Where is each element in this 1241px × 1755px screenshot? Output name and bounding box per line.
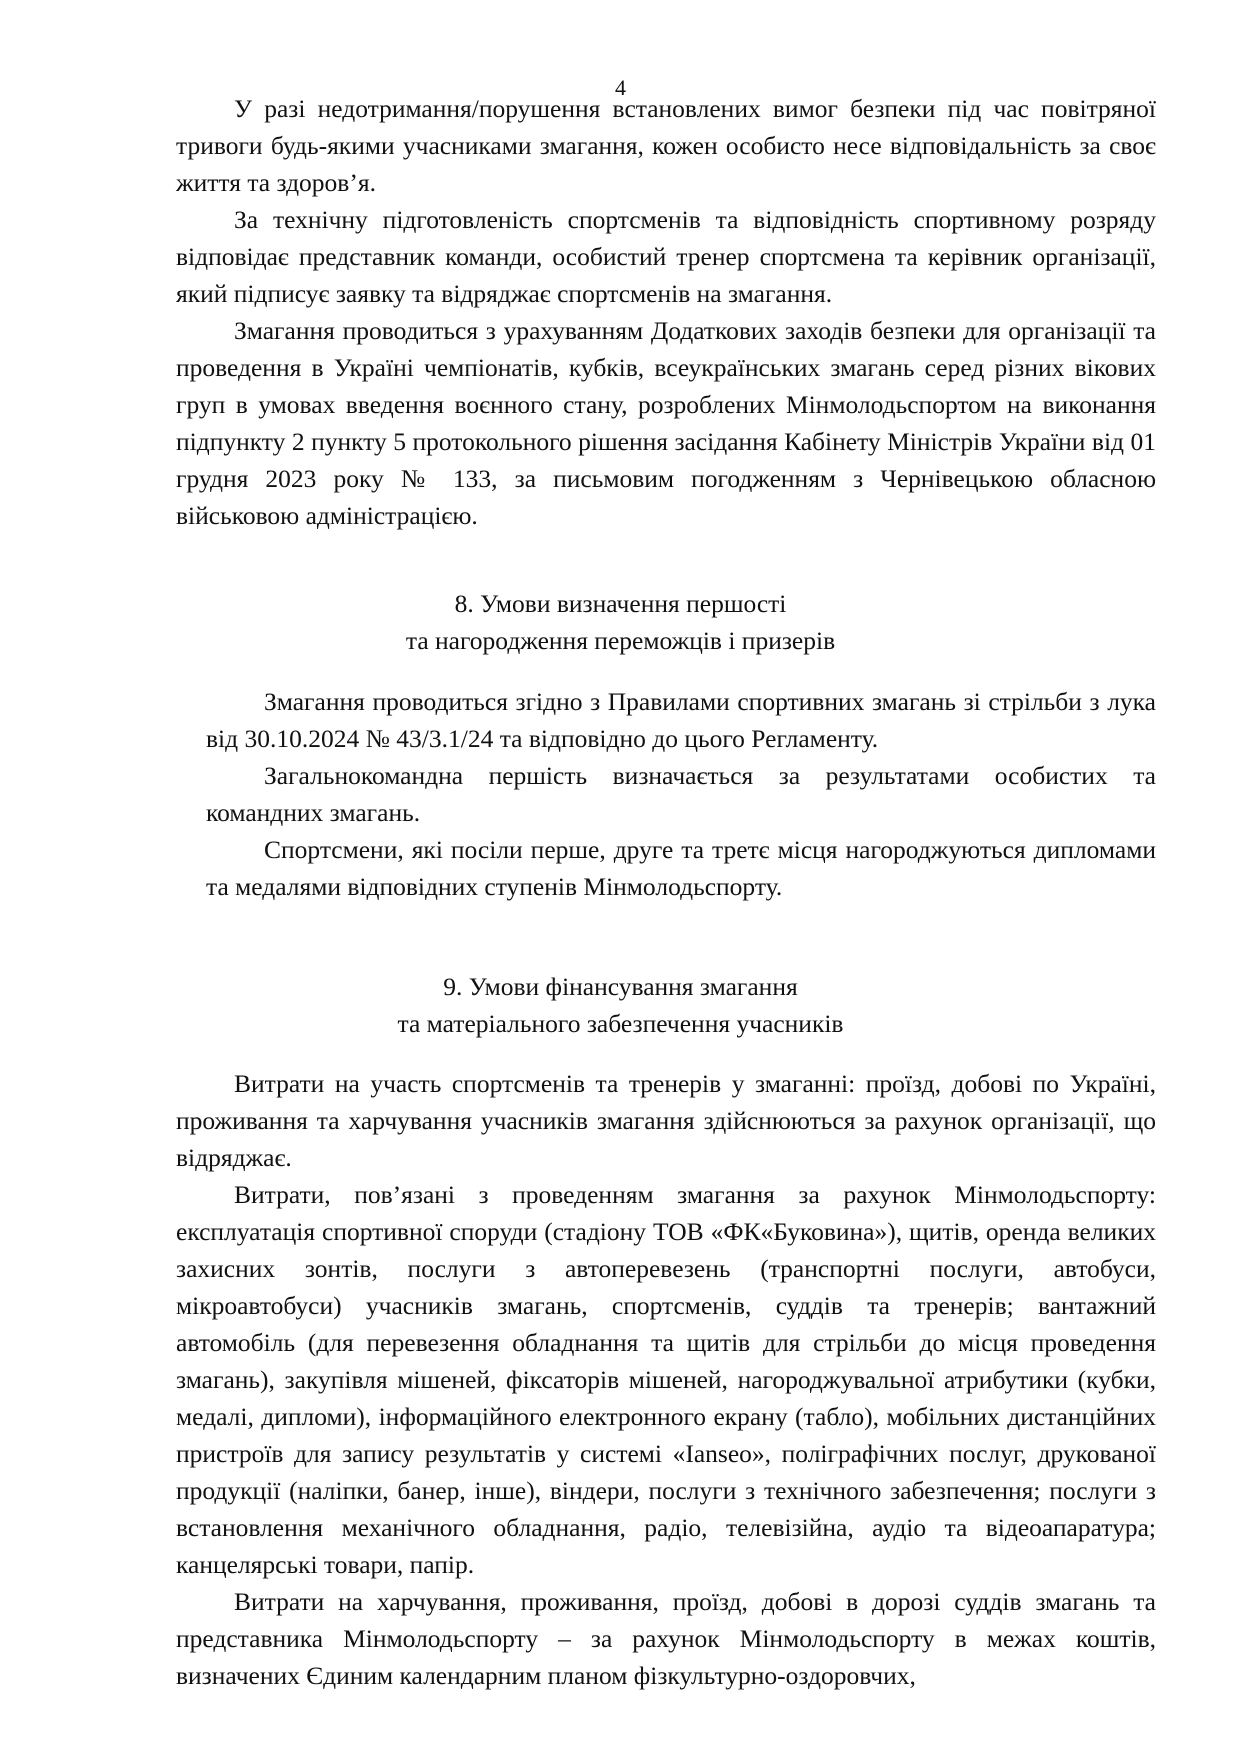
section-9-heading	[0, 968, 1241, 1042]
section-title-line: та матеріального забезпечення учасників	[397, 1009, 844, 1038]
page-number: 4	[615, 75, 626, 100]
paragraph: За технічну підготовленість спортсменів та відповідність спортивному розряду відповідає представник команди, особистий тренер спортсмена та керівник організації, який підписує заявку та відряджає спортсменів на змагання.	[176, 205, 1156, 308]
section-title-line: 8. Умови визначення першості	[454, 589, 787, 618]
paragraph: Витрати, пов’язані з проведенням змагання за рахунок Мінмолодьспорту: експлуатація спортивної споруди (стадіону ТОВ «ФК«Буковина»), щитів, оренда великих захисних зонтів, послуги з автоперевезень (транспортні послуги, автобуси, мікроавтобуси) учасників змагань, спортсменів, суддів та тренерів; вантажний автомобіль (для перевезення обладнання та щитів для стрільби до місця проведення змагань), закупівля мішеней, фіксаторів мішеней, нагороджувальної атрибутики (кубки, медалі, дипломи), інформаційного електронного екрану (табло), мобільних дистанційних пристроїв для запису результатів у системі «Ianseo», поліграфічних послуг, друкованої продукції (наліпки, банер, інше), віндери, послуги з технічного забезпечення; послуги з встановлення механічного обладнання, радіо, телевізійна, аудіо та відеоапаратура; канцелярські товари, папір.	[176, 1180, 1156, 1579]
section-8-body	[206, 683, 1156, 905]
paragraph: Загальнокомандна першість визначається за результатами особистих та командних змагань.	[206, 761, 1156, 827]
paragraph: Спортсмени, які посіли перше, друге та третє місця нагороджуються дипломами та медалями відповідних ступенів Мінмолодьспорту.	[206, 835, 1156, 901]
section-7-tail	[176, 90, 1156, 534]
paragraph: У разі недотримання/порушення встановлених вимог безпеки під час повітряної тривоги будь-якими учасниками змагання, кожен особисто несе відповідальність за своє життя та здоров’я.	[176, 94, 1156, 197]
paragraph: Витрати на участь спортсменів та тренерів у змаганні: проїзд, добові по Україні, проживання та харчування учасників змагання здійснюються за рахунок організації, що відряджає.	[176, 1069, 1156, 1172]
paragraph: Змагання проводиться згідно з Правилами спортивних змагань зі стрільби з лука від 30.10.2024 № 43/3.1/24 та відповідно до цього Регламенту.	[206, 687, 1156, 753]
section-9-body	[176, 1065, 1156, 1694]
section-8-heading	[0, 585, 1241, 659]
section-title-line: та нагородження переможців і призерів	[405, 626, 836, 655]
paragraph: Змагання проводиться з урахуванням Додаткових заходів безпеки для організації та проведення в Україні чемпіонатів, кубків, всеукраїнських змагань серед різних вікових груп в умовах введення воєнного стану, розроблених Мінмолодьспортом на виконання підпункту 2 пункту 5 протокольного рішення засідання Кабінету Міністрів України від 01 грудня 2023 року № 133, за письмовим погодженням з Чернівецькою обласною військовою адміністрацією.	[176, 316, 1156, 530]
paragraph: Витрати на харчування, проживання, проїзд, добові в дорозі суддів змагань та представника Мінмолодьспорту – за рахунок Мінмолодьспорту в межах коштів, визначених Єдиним календарним планом фізкультурно-оздоровчих,	[176, 1587, 1156, 1690]
section-title-line: 9. Умови фінансування змагання	[443, 972, 798, 1001]
